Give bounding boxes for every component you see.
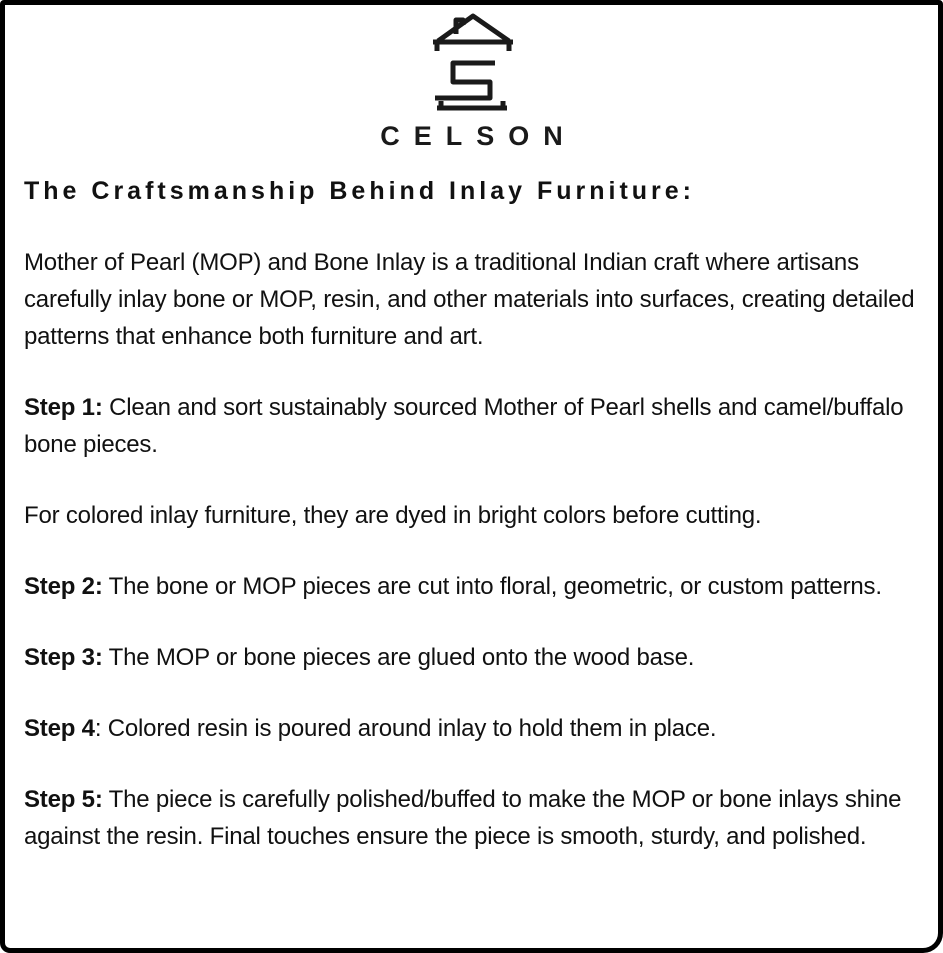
house-s-monogram-icon — [428, 11, 516, 115]
step-2-paragraph — [24, 568, 919, 605]
step-3-text: The MOP or bone pieces are glued onto the wood base. — [102, 644, 695, 671]
step-1-paragraph — [24, 389, 919, 463]
step-4-paragraph — [24, 710, 919, 747]
colored-inlay-note — [24, 497, 919, 534]
step-5-paragraph — [24, 781, 919, 855]
step-2-text: The bone or MOP pieces are cut into floral, geometric, or custom patterns. — [102, 573, 882, 600]
step-3-paragraph — [24, 639, 919, 676]
intro-paragraph — [24, 244, 919, 355]
step-4-label: Step 4 — [24, 715, 95, 742]
paragraph-text: Mother of Pearl (MOP) and Bone Inlay is a traditional Indian craft where artisans carefully inlay bone or MOP, resin, and other materials into surfaces, creating detailed patterns that enhance both furniture and art. — [24, 249, 915, 350]
paragraph-text: For colored inlay furniture, they are dyed in bright colors before cutting. — [24, 502, 762, 529]
step-1-text: Clean and sort sustainably sourced Mother of Pearl shells and camel/buffalo bone pieces. — [24, 394, 904, 458]
step-5-label: Step 5: — [24, 786, 103, 813]
step-4-text: : Colored resin is poured around inlay to hold them in place. — [94, 715, 717, 742]
celson-logo — [428, 11, 516, 115]
content-area — [5, 176, 938, 855]
step-1-label: Step 1: — [24, 394, 103, 421]
step-2-label: Step 2: — [24, 573, 103, 600]
step-5-text: The piece is carefully polished/buffed to make the MOP or bone inlays shine against the resin. Final touches ensure the piece is smooth, sturdy, and polished. — [24, 786, 902, 850]
brand-name: CELSON — [380, 121, 577, 151]
body-text — [24, 244, 919, 855]
step-3-label: Step 3: — [24, 644, 103, 671]
page-title: The Craftsmanship Behind Inlay Furniture: — [24, 177, 695, 205]
